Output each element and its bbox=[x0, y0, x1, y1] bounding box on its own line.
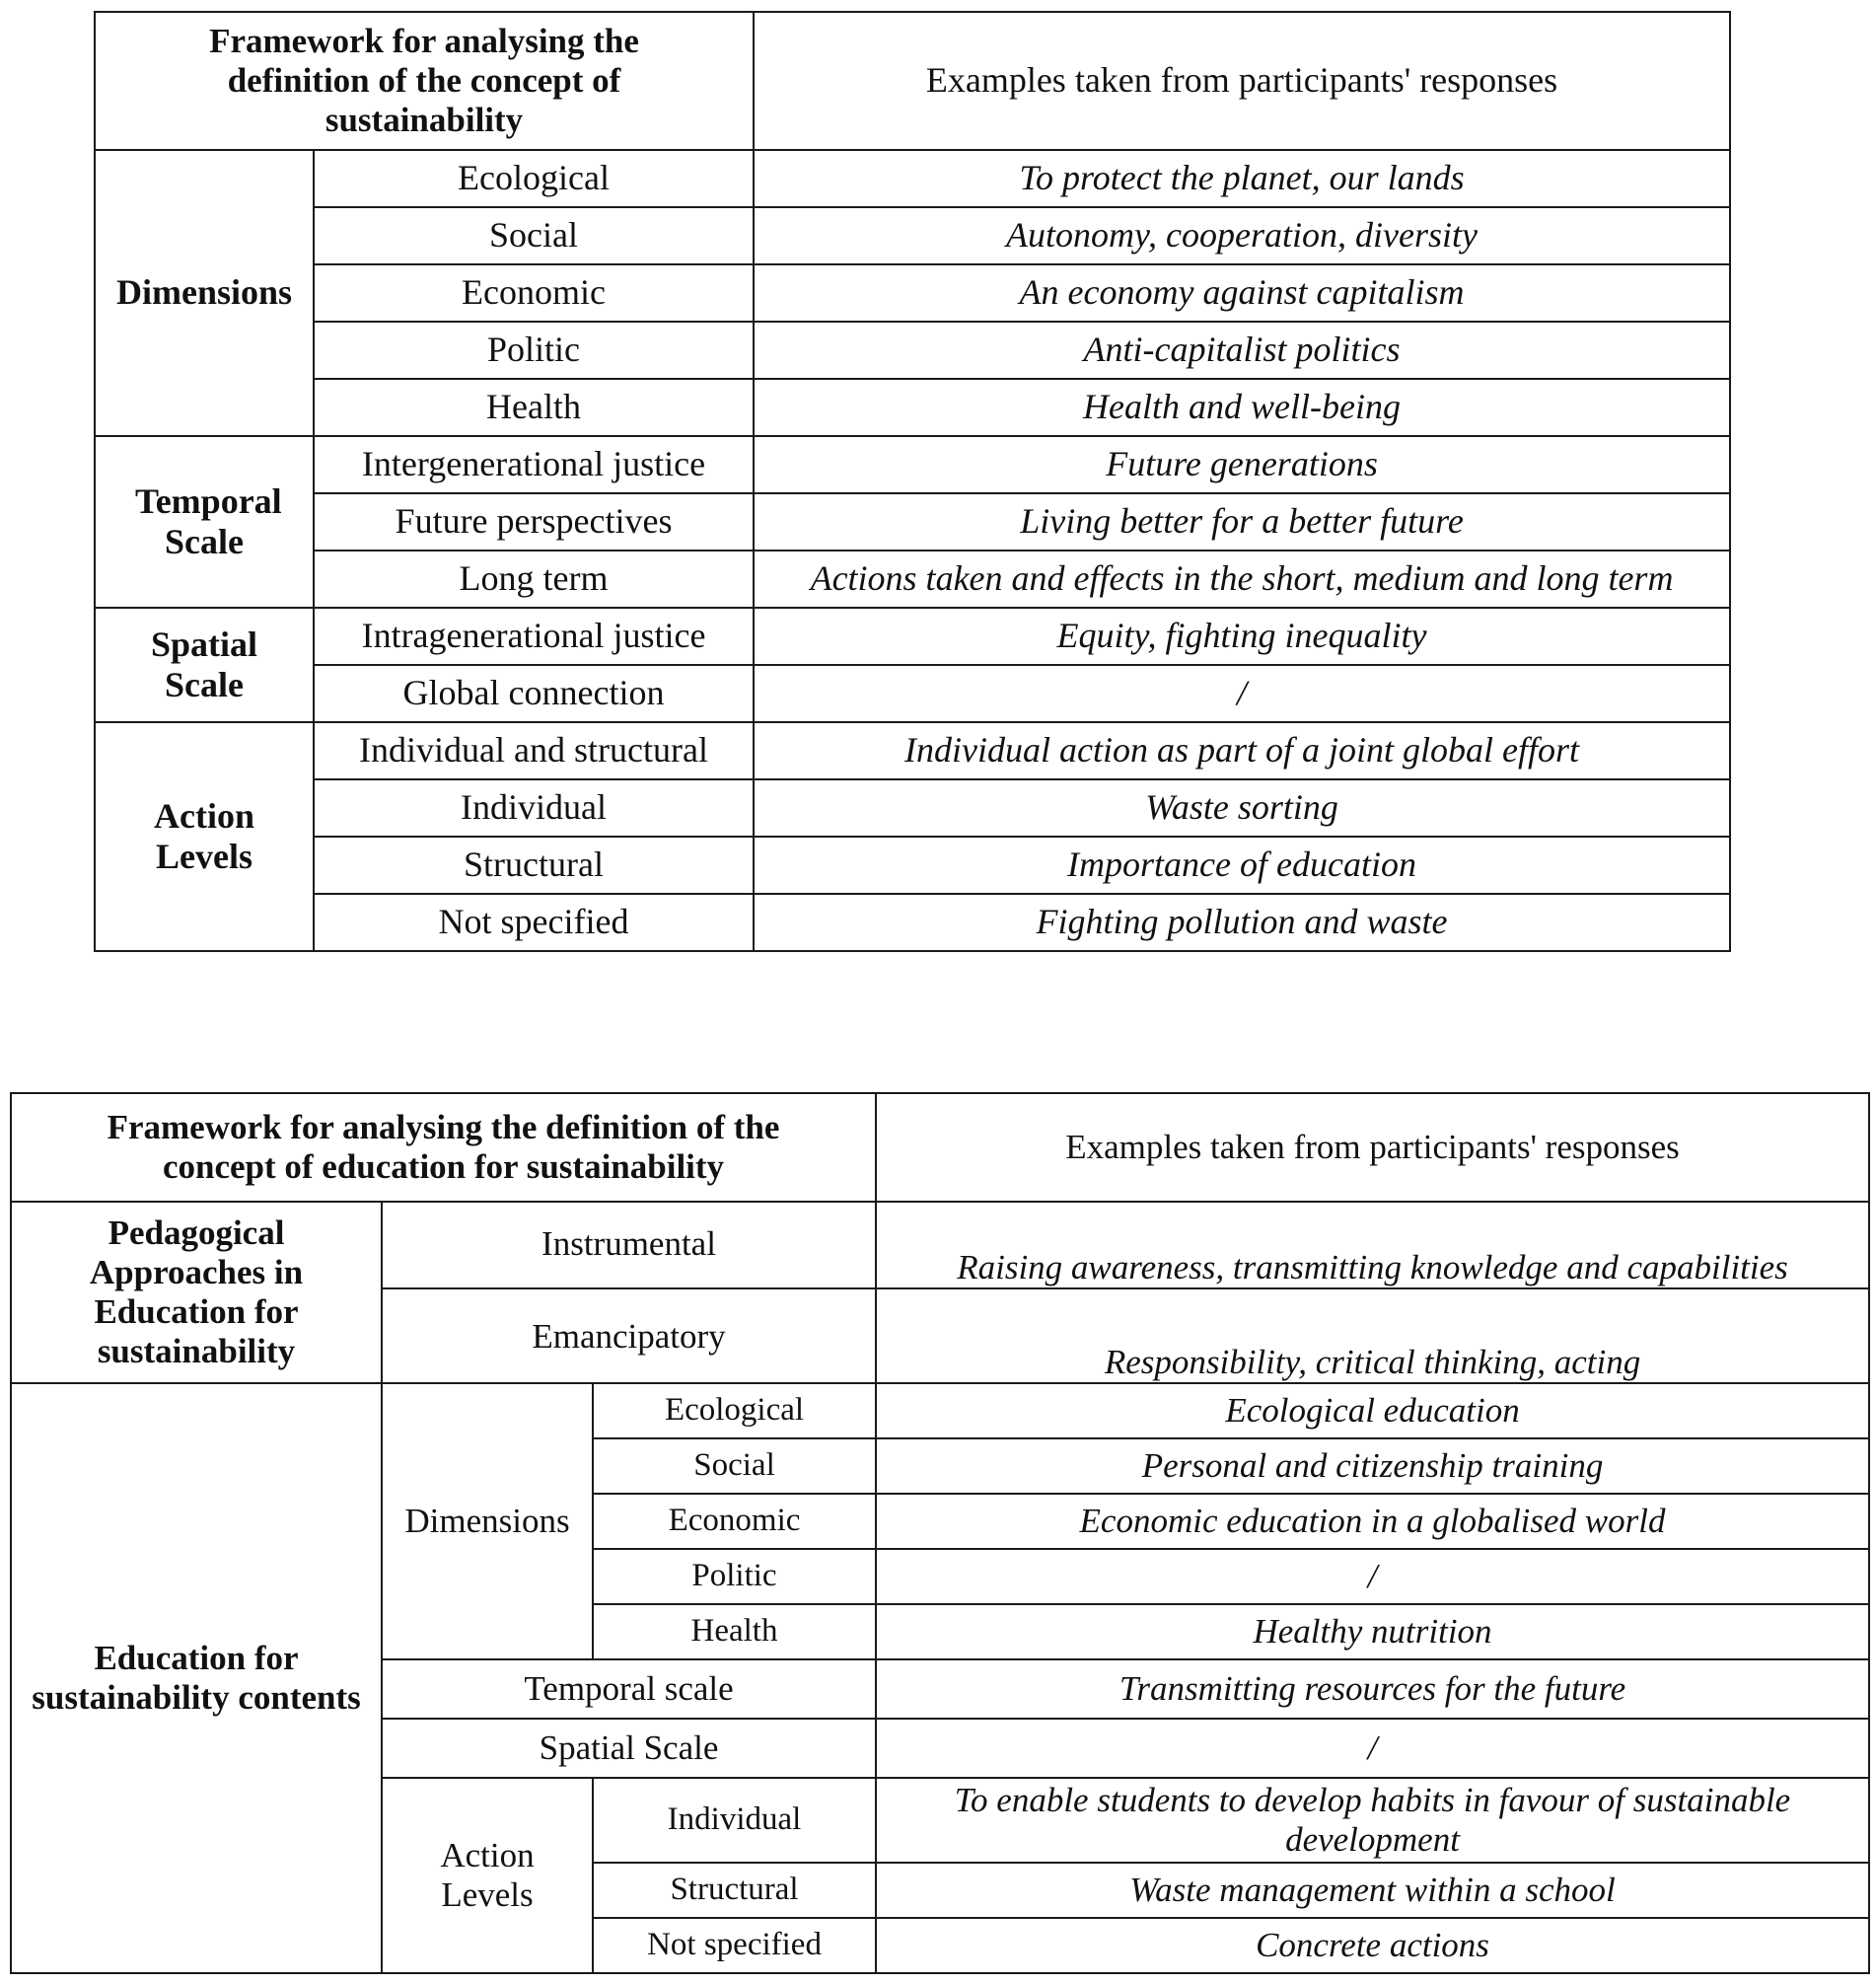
row-example: / bbox=[876, 1549, 1869, 1604]
row-example: Concrete actions bbox=[876, 1918, 1869, 1973]
category-pedagogical-approaches: Pedagogical Approaches in Education for sustainability bbox=[11, 1202, 382, 1383]
row-label: Social bbox=[314, 207, 754, 264]
row-example: Actions taken and effects in the short, medium and long term bbox=[754, 551, 1730, 608]
category-spatial-scale: Spatial Scale bbox=[95, 608, 314, 722]
row-label: Intergenerational justice bbox=[314, 436, 754, 493]
education-for-sustainability-table bbox=[10, 1092, 1870, 1974]
row-example: To protect the planet, our lands bbox=[754, 150, 1730, 207]
row-example: Waste sorting bbox=[754, 779, 1730, 837]
row-example: Raising awareness, transmitting knowledge and capabilities bbox=[876, 1202, 1869, 1288]
row-example: Ecological education bbox=[876, 1383, 1869, 1438]
table-row bbox=[95, 264, 1730, 322]
row-label: Individual bbox=[593, 1778, 876, 1863]
row-label: Intragenerational justice bbox=[314, 608, 754, 665]
table-row bbox=[11, 1202, 1869, 1288]
row-example: Personal and citizenship training bbox=[876, 1438, 1869, 1494]
row-example: An economy against capitalism bbox=[754, 264, 1730, 322]
row-example: Economic education in a globalised world bbox=[876, 1494, 1869, 1549]
row-example: Waste management within a school bbox=[876, 1863, 1869, 1918]
row-example: / bbox=[754, 665, 1730, 722]
table-row bbox=[95, 379, 1730, 436]
table-row bbox=[95, 207, 1730, 264]
table-header-row bbox=[11, 1093, 1869, 1202]
row-label: Structural bbox=[593, 1863, 876, 1918]
row-example: Healthy nutrition bbox=[876, 1604, 1869, 1659]
table-row bbox=[95, 894, 1730, 951]
row-label: Future perspectives bbox=[314, 493, 754, 551]
row-label: Structural bbox=[314, 837, 754, 894]
row-label: Individual bbox=[314, 779, 754, 837]
row-label: Global connection bbox=[314, 665, 754, 722]
row-label: Individual and structural bbox=[314, 722, 754, 779]
row-example: Health and well-being bbox=[754, 379, 1730, 436]
examples-header: Examples taken from participants' responses bbox=[754, 12, 1730, 150]
row-example: Transmitting resources for the future bbox=[876, 1659, 1869, 1719]
row-example: Equity, fighting inequality bbox=[754, 608, 1730, 665]
row-example: Autonomy, cooperation, diversity bbox=[754, 207, 1730, 264]
row-label-spatial-scale: Spatial Scale bbox=[382, 1719, 876, 1778]
row-label: Ecological bbox=[314, 150, 754, 207]
table-row bbox=[95, 150, 1730, 207]
category-dimensions: Dimensions bbox=[95, 150, 314, 436]
table-row bbox=[11, 1383, 1869, 1438]
row-label: Instrumental bbox=[382, 1202, 876, 1288]
row-example: Anti-capitalist politics bbox=[754, 322, 1730, 379]
table-row bbox=[95, 722, 1730, 779]
category-action-levels: Action Levels bbox=[95, 722, 314, 951]
row-label: Emancipatory bbox=[382, 1288, 876, 1383]
table-row bbox=[95, 665, 1730, 722]
table-header-row bbox=[95, 12, 1730, 150]
row-example: Individual action as part of a joint global effort bbox=[754, 722, 1730, 779]
framework-header: Framework for analysing the definition of the concept of sustainability bbox=[95, 12, 754, 150]
table-row bbox=[95, 322, 1730, 379]
table-row bbox=[95, 551, 1730, 608]
row-label: Politic bbox=[314, 322, 754, 379]
row-label: Long term bbox=[314, 551, 754, 608]
row-example: Responsibility, critical thinking, acting bbox=[876, 1288, 1869, 1383]
table-row bbox=[95, 493, 1730, 551]
row-label: Health bbox=[314, 379, 754, 436]
category-education-contents: Education for sustainability contents bbox=[11, 1383, 382, 1973]
subcategory-dimensions: Dimensions bbox=[382, 1383, 593, 1659]
row-label: Politic bbox=[593, 1549, 876, 1604]
row-label: Not specified bbox=[593, 1918, 876, 1973]
subcategory-action-levels: Action Levels bbox=[382, 1778, 593, 1973]
row-label: Ecological bbox=[593, 1383, 876, 1438]
row-example: To enable students to develop habits in favour of sustainable development bbox=[876, 1778, 1869, 1863]
row-example: Importance of education bbox=[754, 837, 1730, 894]
row-example: Fighting pollution and waste bbox=[754, 894, 1730, 951]
framework-header: Framework for analysing the definition of the concept of education for sustainability bbox=[11, 1093, 876, 1202]
row-label: Social bbox=[593, 1438, 876, 1494]
row-label: Health bbox=[593, 1604, 876, 1659]
row-example: Future generations bbox=[754, 436, 1730, 493]
category-temporal-scale: Temporal Scale bbox=[95, 436, 314, 608]
sustainability-framework-table bbox=[94, 11, 1731, 952]
examples-header: Examples taken from participants' responses bbox=[876, 1093, 1869, 1202]
row-example: Living better for a better future bbox=[754, 493, 1730, 551]
row-label: Not specified bbox=[314, 894, 754, 951]
table-row bbox=[95, 779, 1730, 837]
table-row bbox=[95, 436, 1730, 493]
table-row bbox=[95, 837, 1730, 894]
table-row bbox=[95, 608, 1730, 665]
row-example: / bbox=[876, 1719, 1869, 1778]
row-label: Economic bbox=[593, 1494, 876, 1549]
row-label: Economic bbox=[314, 264, 754, 322]
row-label-temporal-scale: Temporal scale bbox=[382, 1659, 876, 1719]
